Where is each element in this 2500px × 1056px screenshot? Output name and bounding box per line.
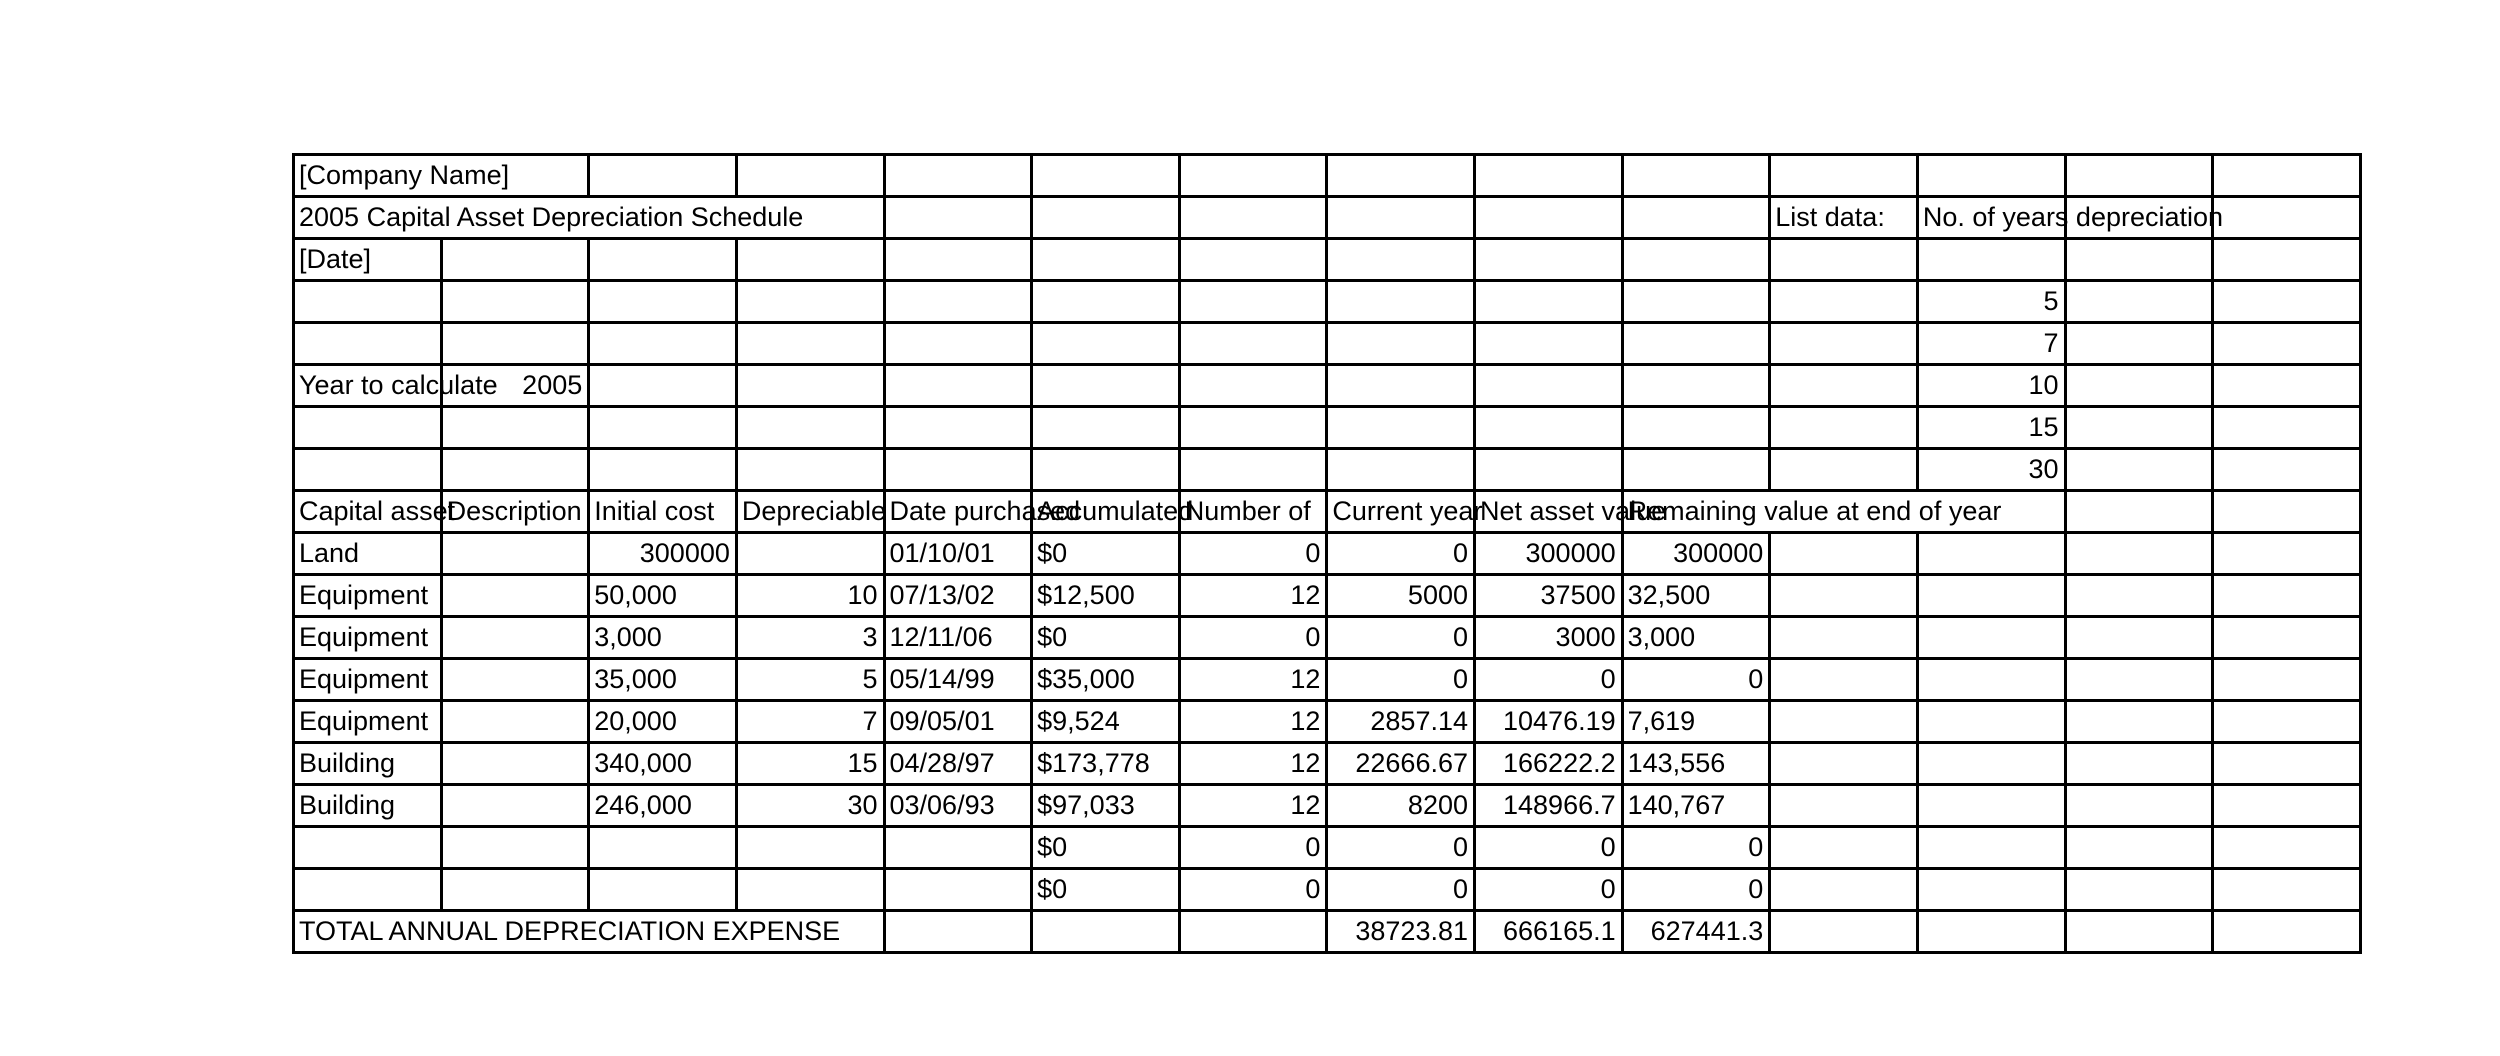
sheet-cell[interactable]: 0 [1327, 617, 1475, 659]
sheet-cell[interactable] [1917, 701, 2065, 743]
sheet-cell[interactable] [2065, 785, 2213, 827]
sheet-cell[interactable] [884, 323, 1032, 365]
sheet-cell[interactable] [441, 785, 589, 827]
sheet-cell[interactable] [589, 407, 737, 449]
sheet-cell[interactable] [1917, 785, 2065, 827]
sheet-cell[interactable]: Year to calculate [294, 365, 442, 407]
sheet-cell[interactable]: Date purchased [884, 491, 1032, 533]
sheet-cell[interactable] [1770, 869, 1918, 911]
sheet-row [294, 449, 2361, 491]
sheet-cell[interactable] [1917, 155, 2065, 197]
sheet-cell[interactable]: 0 [1179, 533, 1327, 575]
sheet-cell[interactable] [2213, 659, 2361, 701]
sheet-cell[interactable]: Remaining value at end of year [1622, 491, 2065, 533]
sheet-cell[interactable] [441, 617, 589, 659]
sheet-cell[interactable] [884, 449, 1032, 491]
sheet-cell[interactable] [1622, 197, 1770, 239]
sheet-cell[interactable]: $0 [1032, 617, 1180, 659]
sheet-cell[interactable] [441, 533, 589, 575]
sheet-cell[interactable] [2065, 911, 2213, 953]
sheet-cell[interactable] [1327, 449, 1475, 491]
sheet-cell[interactable] [2065, 491, 2213, 533]
sheet-cell[interactable]: 50,000 [589, 575, 737, 617]
sheet-cell[interactable] [1475, 281, 1623, 323]
sheet-cell[interactable]: 35,000 [589, 659, 737, 701]
sheet-cell[interactable] [441, 743, 589, 785]
sheet-cell[interactable]: 666165.1 [1475, 911, 1623, 953]
sheet-cell[interactable] [736, 281, 884, 323]
sheet-cell[interactable] [2065, 323, 2213, 365]
sheet-cell[interactable] [589, 869, 737, 911]
sheet-cell[interactable] [2213, 449, 2361, 491]
sheet-cell[interactable] [1327, 197, 1475, 239]
sheet-cell[interactable] [1475, 197, 1623, 239]
sheet-cell[interactable]: 12 [1179, 701, 1327, 743]
sheet-cell[interactable] [1032, 197, 1180, 239]
sheet-cell[interactable]: 3,000 [589, 617, 737, 659]
sheet-cell[interactable]: 5 [736, 659, 884, 701]
sheet-row [294, 239, 2361, 281]
sheet-cell[interactable] [1770, 785, 1918, 827]
sheet-cell[interactable]: 7 [1917, 323, 2065, 365]
sheet-cell[interactable] [1917, 869, 2065, 911]
sheet-cell[interactable] [2065, 365, 2213, 407]
sheet-cell[interactable]: [Company Name] [294, 155, 589, 197]
sheet-cell[interactable] [2213, 407, 2361, 449]
sheet-cell[interactable] [736, 323, 884, 365]
sheet-cell[interactable] [884, 407, 1032, 449]
sheet-cell[interactable]: 3,000 [1622, 617, 1770, 659]
sheet-cell[interactable] [2065, 701, 2213, 743]
sheet-cell[interactable] [2065, 659, 2213, 701]
sheet-cell[interactable] [1770, 617, 1918, 659]
sheet-cell[interactable]: 12/11/06 [884, 617, 1032, 659]
sheet-cell[interactable] [1179, 365, 1327, 407]
sheet-cell[interactable] [736, 365, 884, 407]
sheet-cell[interactable]: 166222.2 [1475, 743, 1623, 785]
sheet-cell[interactable] [1770, 659, 1918, 701]
sheet-cell[interactable] [589, 365, 737, 407]
sheet-cell[interactable]: 143,556 [1622, 743, 1770, 785]
sheet-cell[interactable] [1179, 407, 1327, 449]
sheet-cell[interactable]: 30 [1917, 449, 2065, 491]
sheet-cell[interactable]: 12 [1179, 743, 1327, 785]
sheet-cell[interactable]: $0 [1032, 827, 1180, 869]
sheet-cell[interactable]: 300000 [589, 533, 737, 575]
sheet-cell[interactable]: 15 [736, 743, 884, 785]
sheet-row [294, 365, 2361, 407]
sheet-cell[interactable] [1179, 239, 1327, 281]
sheet-cell[interactable] [2213, 701, 2361, 743]
sheet-cell[interactable] [441, 575, 589, 617]
sheet-cell[interactable]: Equipment [294, 701, 442, 743]
sheet-cell[interactable] [2213, 155, 2361, 197]
sheet-cell[interactable] [1770, 239, 1918, 281]
sheet-cell[interactable]: [Date] [294, 239, 442, 281]
sheet-cell[interactable]: 0 [1622, 869, 1770, 911]
sheet-cell[interactable]: 0 [1327, 659, 1475, 701]
sheet-cell[interactable] [2213, 533, 2361, 575]
sheet-cell[interactable]: 15 [1917, 407, 2065, 449]
sheet-cell[interactable]: 22666.67 [1327, 743, 1475, 785]
sheet-cell[interactable] [2213, 239, 2361, 281]
sheet-cell[interactable] [1032, 323, 1180, 365]
sheet-cell[interactable]: 340,000 [589, 743, 737, 785]
sheet-cell[interactable] [441, 659, 589, 701]
sheet-cell[interactable]: 10476.19 [1475, 701, 1623, 743]
sheet-cell[interactable] [2065, 869, 2213, 911]
sheet-cell[interactable] [1770, 449, 1918, 491]
sheet-cell[interactable]: Depreciable [736, 491, 884, 533]
sheet-cell[interactable] [441, 827, 589, 869]
sheet-cell[interactable] [2213, 197, 2361, 239]
sheet-cell[interactable]: Equipment [294, 617, 442, 659]
sheet-row [294, 575, 2361, 617]
sheet-cell[interactable] [1917, 743, 2065, 785]
sheet-cell[interactable]: Number of [1179, 491, 1327, 533]
sheet-cell[interactable] [589, 449, 737, 491]
spreadsheet [292, 153, 2362, 954]
sheet-cell[interactable] [1475, 365, 1623, 407]
sheet-cell[interactable] [1475, 407, 1623, 449]
sheet-cell[interactable] [1032, 449, 1180, 491]
sheet-cell[interactable]: 37500 [1475, 575, 1623, 617]
sheet-cell[interactable] [1770, 155, 1918, 197]
sheet-cell[interactable] [1770, 575, 1918, 617]
sheet-row [294, 155, 2361, 197]
sheet-cell[interactable] [2213, 491, 2361, 533]
sheet-cell[interactable] [1622, 155, 1770, 197]
sheet-row [294, 533, 2361, 575]
sheet-cell[interactable] [2065, 575, 2213, 617]
sheet-cell[interactable]: 07/13/02 [884, 575, 1032, 617]
sheet-cell[interactable] [1327, 281, 1475, 323]
sheet-cell[interactable] [736, 449, 884, 491]
sheet-cell[interactable]: 3000 [1475, 617, 1623, 659]
sheet-cell[interactable] [1032, 155, 1180, 197]
sheet-cell[interactable] [884, 365, 1032, 407]
sheet-cell[interactable] [2213, 365, 2361, 407]
sheet-cell[interactable] [1917, 659, 2065, 701]
sheet-cell[interactable]: Building [294, 743, 442, 785]
sheet-cell[interactable] [736, 827, 884, 869]
sheet-cell[interactable] [1770, 701, 1918, 743]
sheet-cell[interactable]: Accumulated [1032, 491, 1180, 533]
sheet-cell[interactable]: 12 [1179, 785, 1327, 827]
sheet-cell[interactable]: 05/14/99 [884, 659, 1032, 701]
sheet-cell[interactable] [2213, 743, 2361, 785]
sheet-cell[interactable] [884, 281, 1032, 323]
sheet-cell[interactable] [736, 533, 884, 575]
sheet-cell[interactable]: 0 [1622, 827, 1770, 869]
sheet-cell[interactable] [2213, 617, 2361, 659]
sheet-cell[interactable]: 8200 [1327, 785, 1475, 827]
sheet-cell[interactable]: 0 [1327, 827, 1475, 869]
sheet-cell[interactable]: Current year [1327, 491, 1475, 533]
sheet-cell[interactable] [884, 911, 1032, 953]
sheet-cell[interactable] [1917, 911, 2065, 953]
sheet-cell[interactable] [1179, 911, 1327, 953]
sheet-cell[interactable]: 10 [736, 575, 884, 617]
sheet-cell[interactable]: 300000 [1622, 533, 1770, 575]
sheet-cell[interactable]: 140,767 [1622, 785, 1770, 827]
sheet-cell[interactable] [1917, 533, 2065, 575]
sheet-cell[interactable] [1770, 407, 1918, 449]
sheet-cell[interactable] [1622, 239, 1770, 281]
sheet-cell[interactable]: 300000 [1475, 533, 1623, 575]
sheet-cell[interactable]: 246,000 [589, 785, 737, 827]
sheet-cell[interactable]: 5 [1917, 281, 2065, 323]
sheet-row [294, 617, 2361, 659]
sheet-cell[interactable] [1327, 155, 1475, 197]
sheet-row [294, 701, 2361, 743]
sheet-cell[interactable] [1770, 323, 1918, 365]
sheet-cell[interactable]: 0 [1327, 869, 1475, 911]
sheet-cell[interactable]: 0 [1475, 659, 1623, 701]
sheet-cell[interactable]: 2005 Capital Asset Depreciation Schedule [294, 197, 885, 239]
sheet-cell[interactable]: 03/06/93 [884, 785, 1032, 827]
sheet-cell[interactable] [1179, 197, 1327, 239]
sheet-cell[interactable] [1770, 743, 1918, 785]
sheet-cell[interactable] [294, 323, 442, 365]
sheet-cell[interactable]: 2857.14 [1327, 701, 1475, 743]
sheet-cell[interactable]: Building [294, 785, 442, 827]
sheet-cell[interactable] [736, 407, 884, 449]
sheet-cell[interactable]: $12,500 [1032, 575, 1180, 617]
depreciation-schedule-grid [292, 153, 2362, 954]
sheet-cell[interactable]: 0 [1622, 659, 1770, 701]
sheet-cell[interactable]: $97,033 [1032, 785, 1180, 827]
sheet-cell[interactable] [2213, 323, 2361, 365]
sheet-cell[interactable] [589, 827, 737, 869]
sheet-cell[interactable] [1327, 365, 1475, 407]
sheet-cell[interactable] [1032, 281, 1180, 323]
sheet-cell[interactable] [2213, 785, 2361, 827]
sheet-cell[interactable] [736, 239, 884, 281]
sheet-cell[interactable]: 0 [1179, 617, 1327, 659]
sheet-cell[interactable]: 3 [736, 617, 884, 659]
sheet-cell[interactable] [1032, 239, 1180, 281]
sheet-cell[interactable] [1770, 827, 1918, 869]
sheet-cell[interactable]: 0 [1327, 533, 1475, 575]
sheet-row [294, 827, 2361, 869]
sheet-cell[interactable] [1622, 365, 1770, 407]
sheet-cell[interactable] [1917, 239, 2065, 281]
sheet-cell[interactable] [589, 281, 737, 323]
sheet-row [294, 491, 2361, 533]
sheet-cell[interactable] [441, 869, 589, 911]
sheet-cell[interactable] [1032, 365, 1180, 407]
sheet-cell[interactable]: 5000 [1327, 575, 1475, 617]
sheet-cell[interactable] [1770, 281, 1918, 323]
sheet-cell[interactable]: 7,619 [1622, 701, 1770, 743]
sheet-cell[interactable] [1032, 407, 1180, 449]
sheet-row [294, 323, 2361, 365]
sheet-cell[interactable] [2213, 869, 2361, 911]
sheet-cell[interactable]: 627441.3 [1622, 911, 1770, 953]
sheet-cell[interactable] [1622, 323, 1770, 365]
sheet-cell[interactable] [884, 155, 1032, 197]
sheet-cell[interactable] [441, 323, 589, 365]
sheet-cell[interactable] [2065, 407, 2213, 449]
sheet-cell[interactable]: Equipment [294, 659, 442, 701]
sheet-cell[interactable] [294, 827, 442, 869]
sheet-cell[interactable]: 7 [736, 701, 884, 743]
sheet-cell[interactable] [441, 449, 589, 491]
sheet-cell[interactable] [2065, 533, 2213, 575]
sheet-cell[interactable] [1327, 239, 1475, 281]
sheet-cell[interactable] [884, 239, 1032, 281]
sheet-cell[interactable] [589, 323, 737, 365]
sheet-cell[interactable] [294, 869, 442, 911]
sheet-cell[interactable]: Net asset value [1475, 491, 1623, 533]
sheet-cell[interactable] [441, 701, 589, 743]
sheet-cell[interactable]: No. of years depreciation [1917, 197, 2065, 239]
sheet-cell[interactable]: $35,000 [1032, 659, 1180, 701]
sheet-cell[interactable] [1179, 449, 1327, 491]
sheet-cell[interactable] [1770, 365, 1918, 407]
sheet-cell[interactable]: $9,524 [1032, 701, 1180, 743]
sheet-cell[interactable] [294, 281, 442, 323]
sheet-cell[interactable] [1622, 407, 1770, 449]
sheet-cell[interactable] [2213, 281, 2361, 323]
sheet-cell[interactable] [441, 281, 589, 323]
sheet-cell[interactable] [294, 449, 442, 491]
sheet-cell[interactable] [1917, 575, 2065, 617]
sheet-cell[interactable]: 10 [1917, 365, 2065, 407]
sheet-row [294, 743, 2361, 785]
sheet-cell[interactable]: List data: [1770, 197, 1918, 239]
sheet-cell[interactable]: Capital asset [294, 491, 442, 533]
sheet-cell[interactable] [441, 239, 589, 281]
sheet-cell[interactable]: 01/10/01 [884, 533, 1032, 575]
sheet-cell[interactable] [1622, 281, 1770, 323]
sheet-cell[interactable]: 12 [1179, 575, 1327, 617]
sheet-cell[interactable] [2065, 449, 2213, 491]
sheet-cell[interactable] [1475, 155, 1623, 197]
sheet-cell[interactable]: 0 [1475, 869, 1623, 911]
sheet-cell[interactable] [1622, 449, 1770, 491]
sheet-cell[interactable]: Land [294, 533, 442, 575]
sheet-cell[interactable] [2065, 155, 2213, 197]
sheet-cell[interactable] [1179, 281, 1327, 323]
sheet-cell[interactable]: 30 [736, 785, 884, 827]
sheet-cell[interactable] [2065, 239, 2213, 281]
sheet-cell[interactable] [1032, 911, 1180, 953]
sheet-cell[interactable] [1475, 449, 1623, 491]
sheet-cell[interactable] [2065, 281, 2213, 323]
sheet-cell[interactable] [736, 155, 884, 197]
sheet-cell[interactable] [1917, 617, 2065, 659]
sheet-cell[interactable]: 04/28/97 [884, 743, 1032, 785]
sheet-cell[interactable]: 0 [1475, 827, 1623, 869]
sheet-cell[interactable]: $173,778 [1032, 743, 1180, 785]
sheet-cell[interactable] [1327, 323, 1475, 365]
sheet-cell[interactable] [1917, 827, 2065, 869]
sheet-cell[interactable] [2213, 575, 2361, 617]
sheet-cell[interactable]: 32,500 [1622, 575, 1770, 617]
sheet-cell[interactable] [1770, 533, 1918, 575]
sheet-cell[interactable] [2065, 827, 2213, 869]
sheet-cell[interactable] [1475, 323, 1623, 365]
sheet-cell[interactable] [2213, 911, 2361, 953]
sheet-cell[interactable]: Description [441, 491, 589, 533]
sheet-cell[interactable]: Initial cost [589, 491, 737, 533]
sheet-row [294, 281, 2361, 323]
sheet-cell[interactable] [1770, 911, 1918, 953]
sheet-body [294, 155, 2361, 953]
sheet-row [294, 785, 2361, 827]
sheet-cell[interactable] [2065, 617, 2213, 659]
sheet-cell[interactable]: $0 [1032, 869, 1180, 911]
sheet-cell[interactable] [884, 197, 1032, 239]
sheet-cell[interactable] [884, 827, 1032, 869]
sheet-cell[interactable] [2213, 827, 2361, 869]
sheet-row [294, 407, 2361, 449]
sheet-row [294, 659, 2361, 701]
sheet-cell[interactable] [589, 239, 737, 281]
sheet-cell[interactable]: $0 [1032, 533, 1180, 575]
sheet-cell[interactable]: TOTAL ANNUAL DEPRECIATION EXPENSE [294, 911, 885, 953]
sheet-cell[interactable]: 0 [1179, 869, 1327, 911]
sheet-cell[interactable]: 0 [1179, 827, 1327, 869]
sheet-cell[interactable]: 12 [1179, 659, 1327, 701]
sheet-row [294, 911, 2361, 953]
sheet-cell[interactable]: Equipment [294, 575, 442, 617]
sheet-cell[interactable] [2065, 743, 2213, 785]
sheet-cell[interactable] [1475, 239, 1623, 281]
sheet-cell[interactable] [294, 407, 442, 449]
sheet-cell[interactable] [1179, 323, 1327, 365]
sheet-cell[interactable]: 2005 [441, 365, 589, 407]
sheet-row [294, 197, 2361, 239]
sheet-cell[interactable] [1327, 407, 1475, 449]
sheet-row [294, 869, 2361, 911]
sheet-cell[interactable] [589, 155, 737, 197]
sheet-cell[interactable] [884, 869, 1032, 911]
sheet-cell[interactable] [1179, 155, 1327, 197]
sheet-cell[interactable]: 20,000 [589, 701, 737, 743]
sheet-cell[interactable]: 38723.81 [1327, 911, 1475, 953]
sheet-cell[interactable] [441, 407, 589, 449]
sheet-cell[interactable]: 148966.7 [1475, 785, 1623, 827]
sheet-cell[interactable]: 09/05/01 [884, 701, 1032, 743]
sheet-cell[interactable] [736, 869, 884, 911]
